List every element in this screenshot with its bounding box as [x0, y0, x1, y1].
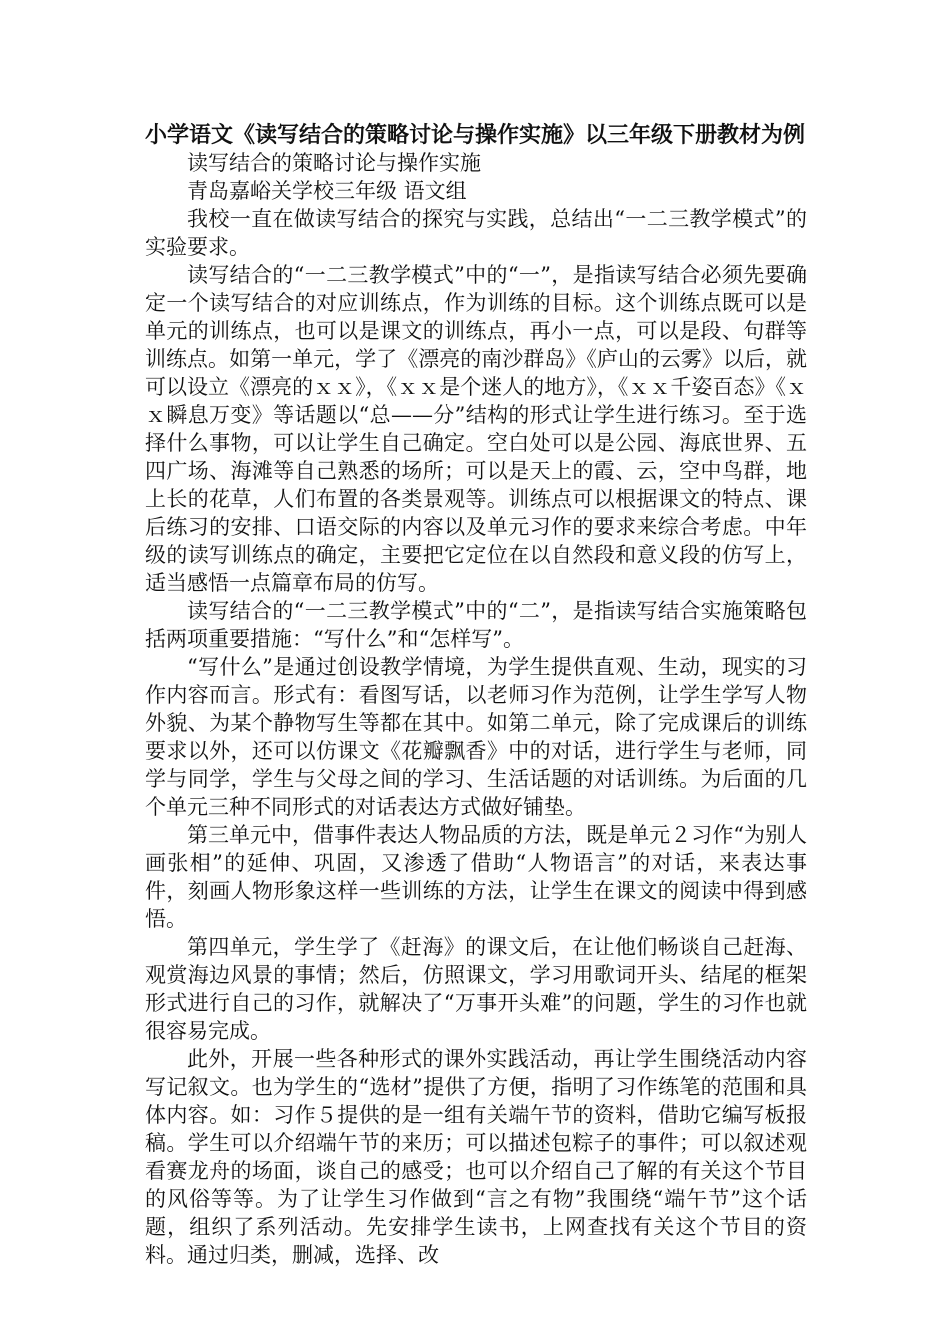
body-paragraph: “写什么”是通过创设教学情境，为学生提供直观、生动，现实的习作内容而言。形式有：看图写话，以老师习作为范例，让学生学写人物外貌、为某个静物写生等都在其中。如第二单元，除了完成课后的训练要求以外，还可以仿课文《花瓣飘香》中的对话，进行学生与老师，同学与同学，学生与父母之间的学习、生活话题的对话训练。为后面的几个单元三种不同形式的对话表达方式做好铺垫。 [145, 655, 807, 819]
body-paragraph: 读写结合的“一二三教学模式”中的“二”，是指读写结合实施策略包括两项重要措施：“写什么”和“怎样写”。 [145, 599, 807, 651]
document-page [145, 122, 807, 1269]
body-paragraph: 我校一直在做读写结合的探究与实践，总结出“一二三教学模式”的实验要求。 [145, 207, 807, 259]
author-paragraph: 青岛嘉峪关学校三年级 语文组 [187, 179, 467, 203]
body-paragraph: 第三单元中，借事件表达人物品质的方法，既是单元２习作“为别人画张相”的延伸、巩固，又渗透了借助“人物语言”的对话，来表达事件，刻画人物形象这样一些训练的方法，让学生在课文的阅读中得到感悟。 [145, 823, 807, 931]
subtitle-paragraph: 读写结合的策略讨论与操作实施 [187, 151, 481, 175]
body-paragraph: 读写结合的“一二三教学模式”中的“一”，是指读写结合必须先要确定一个读写结合的对应训练点，作为训练的目标。这个训练点既可以是单元的训练点，也可以是课文的训练点，再小一点，可以是段、句群等训练点。如第一单元，学了《漂亮的南沙群岛》《庐山的云雾》以后，就可以设立《漂亮的ｘｘ》，《ｘｘ是个迷人的地方》，《ｘｘ千姿百态》《ｘｘ瞬息万变》等话题以“总——分”结构的形式让学生进行练习。至于选择什么事物，可以让学生自己确定。空白处可以是公园、海底世界、五四广场、海滩等自己熟悉的场所；可以是天上的霞、云，空中鸟群，地上长的花草，人们布置的各类景观等。训练点可以根据课文的特点、课后练习的安排、口语交际的内容以及单元习作的要求来综合考虑。中年级的读写训练点的确定，主要把它定位在以自然段和意义段的仿写上，适当感悟一点篇章布局的仿写。 [145, 263, 807, 595]
document-title: 小学语文《读写结合的策略讨论与操作实施》以三年级下册教材为例 [145, 122, 806, 148]
body-paragraph: 此外，开展一些各种形式的课外实践活动，再让学生围绕活动内容写记叙文。也为学生的“选材”提供了方便，指明了习作练笔的范围和具体内容。如：习作５提供的是一组有关端午节的资料，借助它编写板报稿。学生可以介绍端午节的来历；可以描述包粽子的事件；可以叙述观看赛龙舟的场面，谈自己的感受；也可以介绍自己了解的有关这个节目的风俗等等。为了让学生习作做到“言之有物”我围绕“端午节”这个话题，组织了系列活动。先安排学生读书，上网查找有关这个节目的资料。通过归类，删减，选择、改 [145, 1047, 807, 1267]
body-paragraph: 第四单元，学生学了《赶海》的课文后，在让他们畅谈自己赶海、观赏海边风景的事情；然后，仿照课文，学习用歌词开头、结尾的框架形式进行自己的习作，就解决了“万事开头难”的问题，学生的习作也就很容易完成。 [145, 935, 807, 1043]
